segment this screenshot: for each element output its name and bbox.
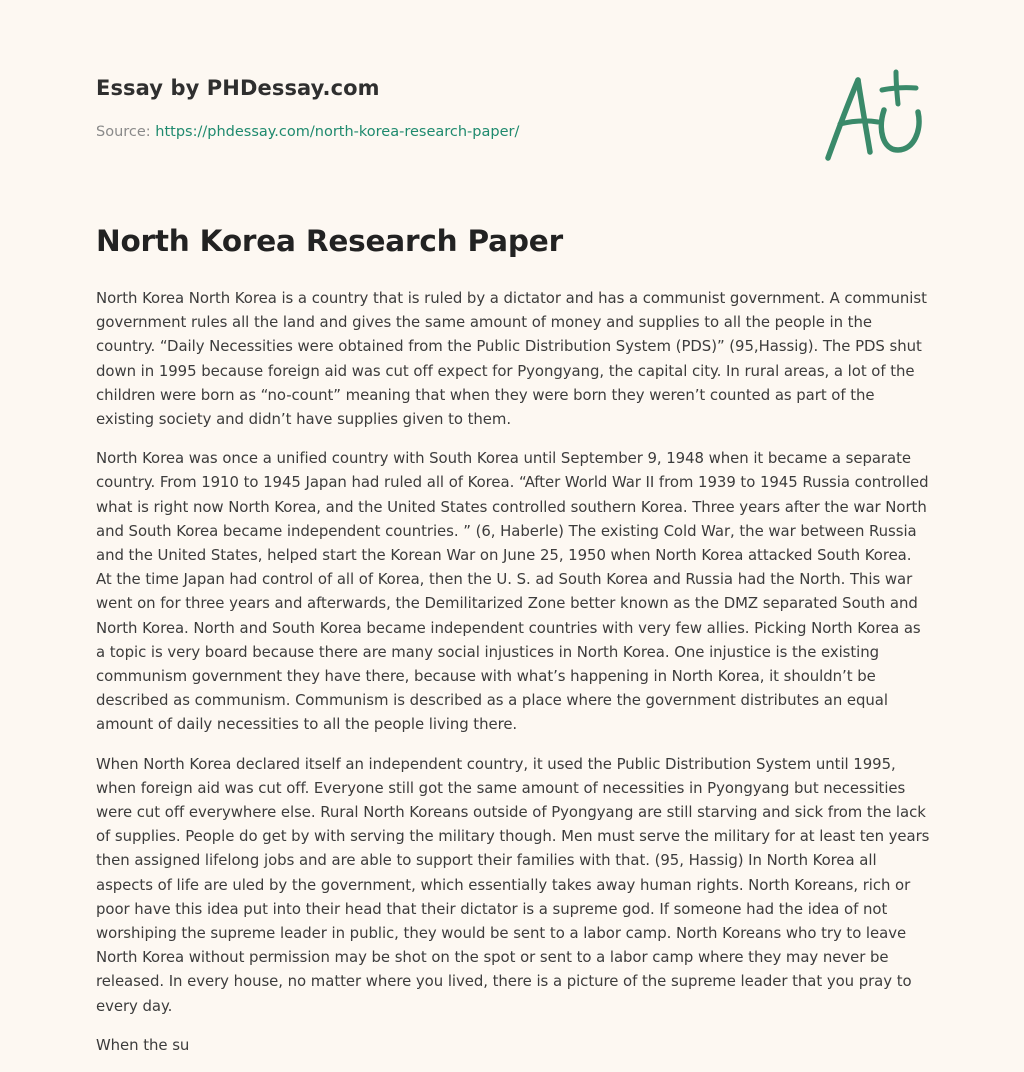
paragraph: When the su xyxy=(96,1035,190,1054)
paragraph: North Korea was once a unified country with South Korea until September 9, 1948 when it became a separate country. From 1910 to 1945 Japan had ruled all of Korea. “After World War II from 1939 to 1945 Russia controlled what is right now North Korea, and the United States controlled southern Korea. Three years after the war North and South Korea became independent countries. ” (6, Haberle) The existing Cold War, the war between Russia and the United States, helped start the Korean War on June 25, 1950 when North Korea attacked South Korea. At the time Japan had control of all of Korea, then the U. S. ad South Korea and Russia had the North. This war went on for three years and afterwards, the Demilitarized Zone better known as the DMZ separated South and North Korea. North and South Korea became independent countries with very few allies. Picking North Korea as a topic is very board because there are many social injustices in North Korea. One injustice is the existing communism government they have there, because with what’s happening in North Korea, it shouldn’t be described as communism. Communism is described as a place where the government distributes an equal amount of daily necessities to all the people living there. xyxy=(96,449,929,734)
paragraph: When North Korea declared itself an independent country, it used the Public Distribution System until 1995, when foreign aid was cut off. Everyone still got the same amount of necessities in Pyongyang but necessities were cut off everywhere else. Rural North Koreans outside of Pyongyang are still starving and sick from the lack of supplies. People do get by with serving the military though. Men must serve the military for at least ten years then assigned lifelong jobs and are able to support their families with that. (95, Hassig) In North Korea all aspects of life are uled by the government, which essentially takes away human rights. North Koreans, rich or poor have this idea put into their head that their dictator is a supreme god. If someone had the idea of not worshiping the supreme leader in public, they would be sent to a labor camp. North Koreans who try to leave North Korea without permission may be shot on the spot or sent to a labor camp where they may never be released. In every house, no matter where you lived, there is a picture of the supreme leader that you pray to every day. xyxy=(96,754,930,1015)
a-plus-logo-icon xyxy=(818,66,930,166)
a-plus-logo xyxy=(818,66,930,166)
site-title: Essay by PHDessay.com xyxy=(96,76,380,100)
source-link[interactable]: https://phdessay.com/north-korea-research-paper/ xyxy=(155,124,520,140)
source-label: Source: xyxy=(96,124,156,140)
essay-body xyxy=(96,286,931,1072)
paragraph: North Korea North Korea is a country that is ruled by a dictator and has a communist government. A communist government rules all the land and gives the same amount of money and supplies to all the people in the country. “Daily Necessities were obtained from the Public Distribution System (PDS)” (95,Hassig). The PDS shut down in 1995 because foreign aid was cut off expect for Pyongyang, the capital city. In rural areas, a lot of the children were born as “no-count” meaning that when they were born they weren’t counted as part of the existing society and didn’t have supplies given to them. xyxy=(96,289,927,429)
source-line xyxy=(96,124,519,140)
document-title: North Korea Research Paper xyxy=(96,224,563,258)
